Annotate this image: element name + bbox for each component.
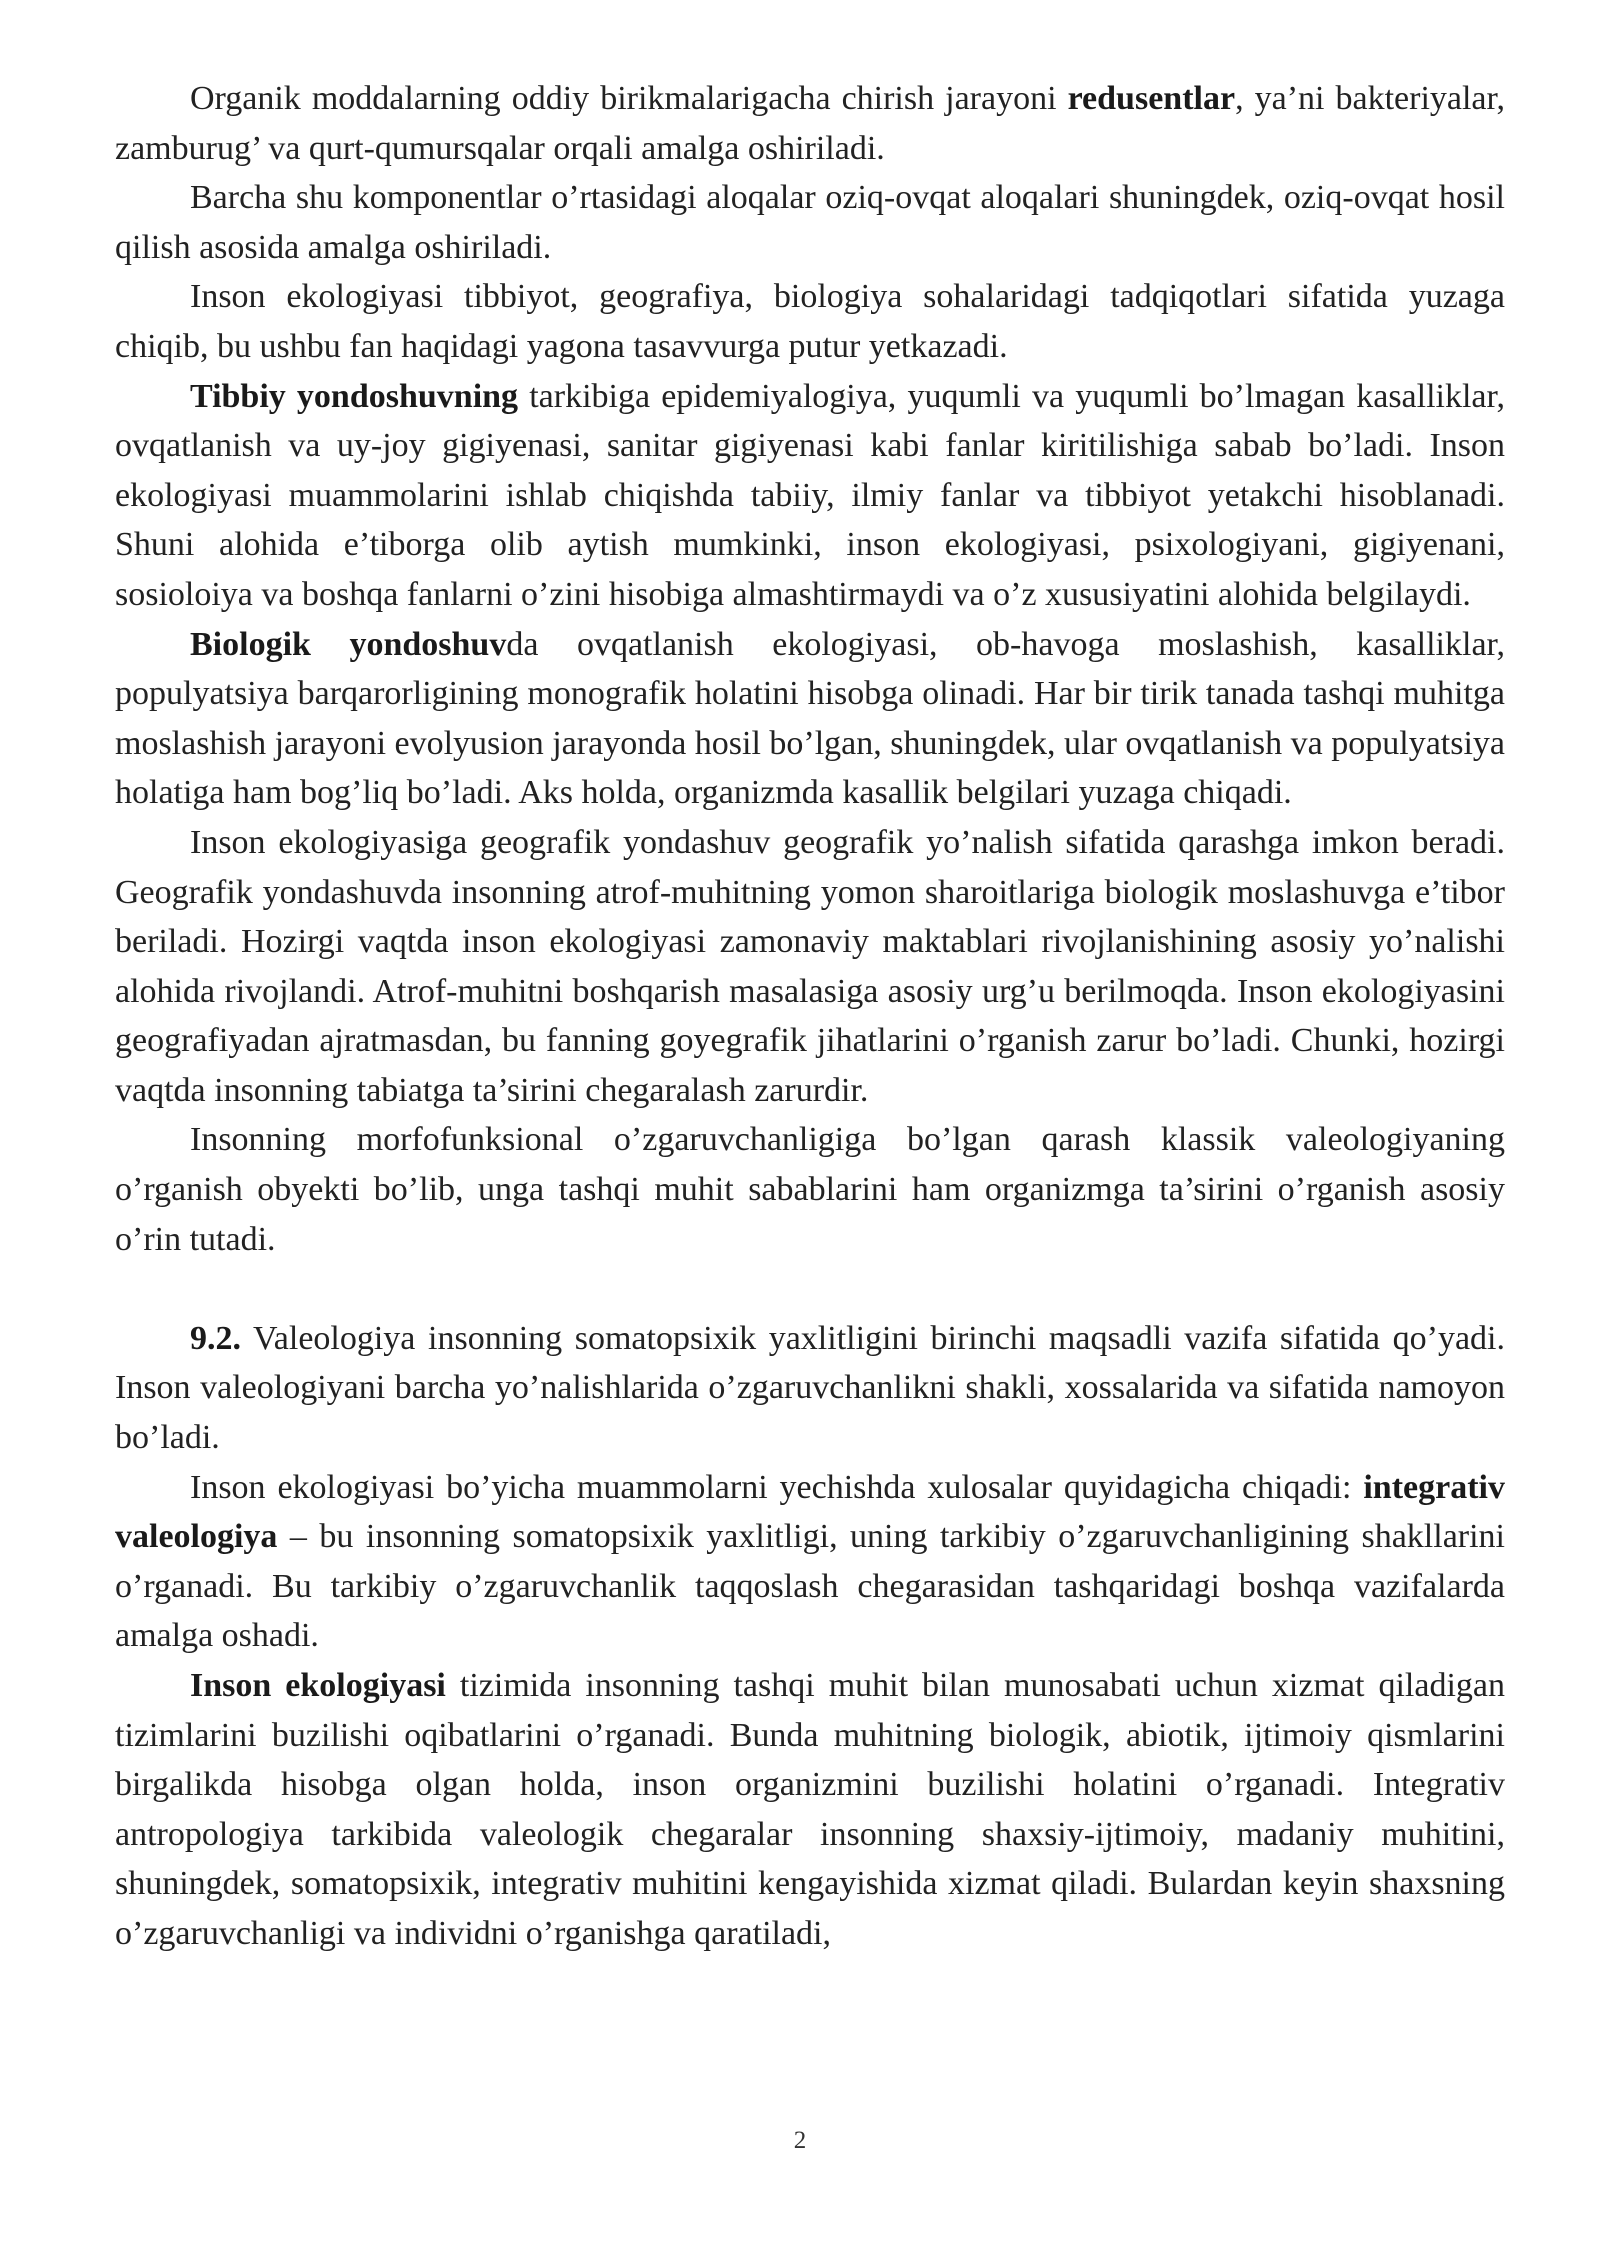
paragraph-biologik-yondoshuv (115, 620, 1505, 818)
bold-term: Inson ekologiyasi (190, 1667, 446, 1704)
paragraph-text: Inson ekologiyasiga geografik yondashuv geografik yo’nalish sifatida qarashga imkon beradi. Geografik yondashuvda insonning atrof-muhitning yomon sharoitlariga biologik moslashuvga e’tibor beriladi. Hozirgi vaqtda inson ekologiyasi zamonaviy maktablari rivojlanishining asosiy yo’nalishi alohida rivojlandi. Atrof-muhitni boshqarish masalasiga asosiy urg’u berilmoqda. Inson ekologiyasini geografiyadan ajratmasdan, bu fanning goyegrafik jihatlarini o’rganish zarur bo’ladi. Chunki, hozirgi vaqtda insonning tabiatga ta’sirini chegaralash zarurdir. (115, 823, 1505, 1109)
paragraph-inson-ekologiyasi-tizimi (115, 1661, 1505, 1959)
paragraph-text: tarkibiga epidemiyalogiya, yuqumli va yuqumli bo’lmagan kasalliklar, ovqatlanish va uy-joy gigiyenasi, sanitar gigiyenasi kabi fanlar kiritilishiga sabab bo’ladi. Inson ekologiyasi muammolarini ishlab chiqishda tabiiy, ilmiy fanlar va tibbiyot yetakchi hisoblanadi. Shuni alohida e’tiborga olib aytish mumkinki, inson ekologiyasi, psixologiyani, gigiyenani, sosioloiya va boshqa fanlarni o’zini hisobiga almashtirmaydi va o’z xususiyatini alohida belgilaydi. (115, 377, 1505, 613)
bold-term: Biologik yondoshuv (190, 625, 507, 663)
paragraph-komponentlar (115, 173, 1505, 272)
paragraph-text: da ovqatlanish ekologiyasi, ob-havoga moslashish, kasalliklar, populyatsiya barqarorligining monografik holatini hisobga olinadi. Har bir tirik tanada tashqi muhitga moslashish jarayoni evolyusion jarayonda hosil bo’lgan, shuningdek, ular ovqatlanish va populyatsiya holatiga ham bog’liq bo’ladi. Aks holda, organizmda kasallik belgilari yuzaga chiqadi. (115, 625, 1505, 812)
bold-term: Tibbiy yondoshuvning (190, 377, 519, 415)
paragraph-inson-ekologiyasi-tadqiqot (115, 272, 1505, 371)
paragraph-text: Insonning morfofunksional o’zgaruvchanligiga bo’lgan qarash klassik valeologiyaning o’rganish obyekti bo’lib, unga tashqi muhit sabablarini ham organizmga ta’sirini o’rganish asosiy o’rin tutadi. (115, 1121, 1505, 1258)
paragraph-text: Inson ekologiyasi tibbiyot, geografiya, biologiya sohalaridagi tadqiqotlari sifatida yuzaga chiqib, bu ushbu fan haqidagi yagona tasavvurga putur yetkazadi. (115, 278, 1505, 365)
paragraph-section-9-2 (115, 1314, 1505, 1463)
paragraph-morfofunksional (115, 1115, 1505, 1264)
section-number: 9.2. (190, 1319, 241, 1357)
section-spacer (115, 1264, 1505, 1314)
paragraph-integrativ-valeologiya (115, 1463, 1505, 1661)
paragraph-text: , ya’ni bakteriyalar, zamburug’ va qurt-qumursqalar orqali amalga oshiriladi. (115, 80, 1505, 167)
paragraph-text: Inson ekologiyasi bo’yicha muammolarni yechishda xulosalar quyidagicha chiqadi: (190, 1468, 1364, 1506)
paragraph-geografik-yondashuv (115, 818, 1505, 1116)
page-number: 2 (793, 2127, 807, 2154)
paragraph-text: Barcha shu komponentlar o’rtasidagi aloqalar oziq-ovqat aloqalari shuningdek, oziq-ovqat hosil qilish asosida amalga oshiriladi. (115, 179, 1505, 266)
paragraph-text: – bu insonning somatopsixik yaxlitligi, uning tarkibiy o’zgaruvchanligining shakllarini o’rganadi. Bu tarkibiy o’zgaruvchanlik taqqoslash chegarasidan tashqaridagi boshqa vazifalarda amalga oshadi. (115, 1518, 1505, 1655)
document-page (115, 74, 1505, 1959)
paragraph-text: Organik moddalarning oddiy birikmalarigacha chirish jarayoni (190, 80, 1068, 117)
bold-term: integrativ valeologiya (115, 1468, 1505, 1556)
paragraph-text: tizimida insonning tashqi muhit bilan munosabati uchun xizmat qiladigan tizimlarini buzilishi oqibatlarini o’rganadi. Bunda muhitning biologik, abiotik, ijtimoiy qismlarini birgalikda hisobga olgan holda, inson organizmini buzilishi holatini o’rganadi. Integrativ antropologiya tarkibida valeologik chegaralar insonning shaxsiy-ijtimoiy, madaniy muhitini, shuningdek, somatopsixik, integrativ muhitini kengayishida xizmat qiladi. Bulardan keyin shaxsning o’zgaruvchanligi va individni o’rganishga qaratiladi, (115, 1667, 1505, 1952)
paragraph-tibbiy-yondoshuv (115, 372, 1505, 620)
bold-term: redusentlar (1067, 80, 1236, 117)
paragraph-text: Valeologiya insonning somatopsixik yaxlitligini birinchi maqsadli vazifa sifatida qo’yadi. Inson valeologiyani barcha yo’nalishlarida o’zgaruvchanlikni shakli, xossalarida va sifatida namoyon bo’ladi. (115, 1319, 1505, 1457)
paragraph-redusentlar (115, 74, 1505, 173)
